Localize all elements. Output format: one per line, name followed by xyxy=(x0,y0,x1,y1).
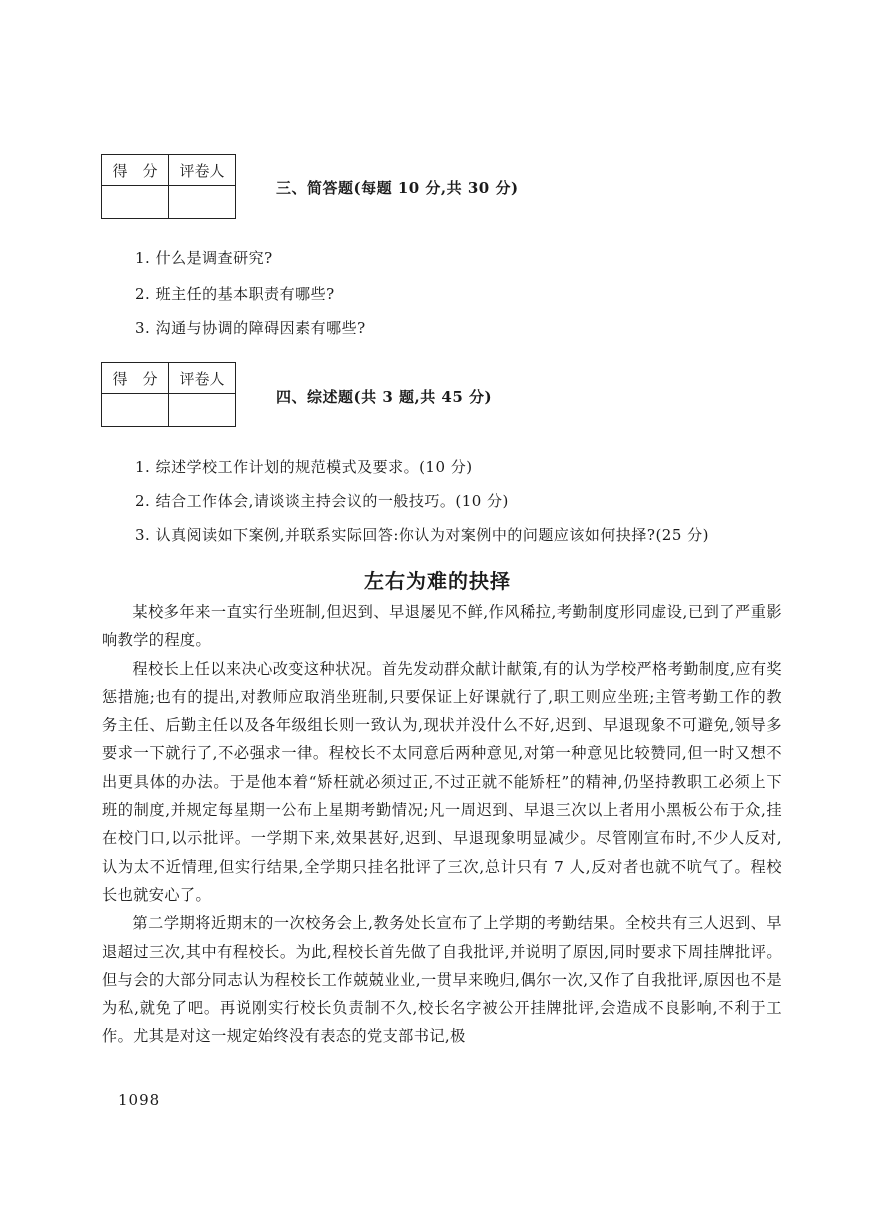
section4-question-1: 1. 综述学校工作计划的规范模式及要求。(10 分) xyxy=(135,458,473,476)
section3-title: 三、简答题(每题 10 分,共 30 分) xyxy=(276,179,519,197)
score-box-section3 xyxy=(101,154,236,219)
score-cell xyxy=(102,394,169,427)
case-paragraph: 某校多年来一直实行坐班制,但迟到、早退屡见不鲜,作风稀拉,考勤制度形同虚设,已到了严重影响教学的程度。 xyxy=(102,603,782,650)
page-number: 1098 xyxy=(118,1091,161,1109)
case-passage xyxy=(102,598,782,1051)
section3-question-3: 3. 沟通与协调的障碍因素有哪些? xyxy=(135,319,366,337)
section4-question-3: 3. 认真阅读如下案例,并联系实际回答:你认为对案例中的问题应该如何抉择?(25 分) xyxy=(135,526,710,544)
score-label: 得 分 xyxy=(102,363,169,394)
grader-label: 评卷人 xyxy=(169,363,236,394)
grader-cell xyxy=(169,394,236,427)
case-paragraph: 程校长上任以来决心改变这种状况。首先发动群众献计献策,有的认为学校严格考勤制度,应有奖惩措施;也有的提出,对教师应取消坐班制,只要保证上好课就行了,职工则应坐班;主管考勤工作的教务主任、后勤主任以及各年级组长则一致认为,现状并没什么不好,迟到、早退现象不可避免,领导多要求一下就行了,不必强求一律。程校长不太同意后两种意见,对第一种意见比较赞同,但一时又想不出更具体的办法。于是他本着“矫枉就必须过正,不过正就不能矫枉”的精神,仍坚持教职工必须上下班的制度,并规定每星期一公布上星期考勤情况;凡一周迟到、早退三次以上者用小黑板公布于众,挂在校门口,以示批评。一学期下来,效果甚好,迟到、早退现象明显减少。尽管刚宣布时,不少人反对,认为太不近情理,但实行结果,全学期只挂名批评了三次,总计只有 7 人,反对者也就不吭气了。程校长也就安心了。 xyxy=(102,659,782,904)
section3-question-2: 2. 班主任的基本职责有哪些? xyxy=(135,285,335,303)
section3-question-1: 1. 什么是调查研究? xyxy=(135,249,273,267)
section4-title: 四、综述题(共 3 题,共 45 分) xyxy=(276,388,493,406)
case-title: 左右为难的抉择 xyxy=(364,569,511,593)
grader-label: 评卷人 xyxy=(169,155,236,186)
score-label: 得 分 xyxy=(102,155,169,186)
grader-cell xyxy=(169,186,236,219)
score-cell xyxy=(102,186,169,219)
case-paragraph: 第二学期将近期末的一次校务会上,教务处长宣布了上学期的考勤结果。全校共有三人迟到、早退超过三次,其中有程校长。为此,程校长首先做了自我批评,并说明了原因,同时要求下周挂牌批评。但与会的大部分同志认为程校长工作兢兢业业,一贯早来晚归,偶尔一次,又作了自我批评,原因也不是为私,就免了吧。再说刚实行校长负责制不久,校长名字被公开挂牌批评,会造成不良影响,不利于工作。尤其是对这一规定始终没有表态的党支部书记,极 xyxy=(102,914,782,1046)
section4-question-2: 2. 结合工作体会,请谈谈主持会议的一般技巧。(10 分) xyxy=(135,492,509,510)
score-box-section4 xyxy=(101,362,236,427)
